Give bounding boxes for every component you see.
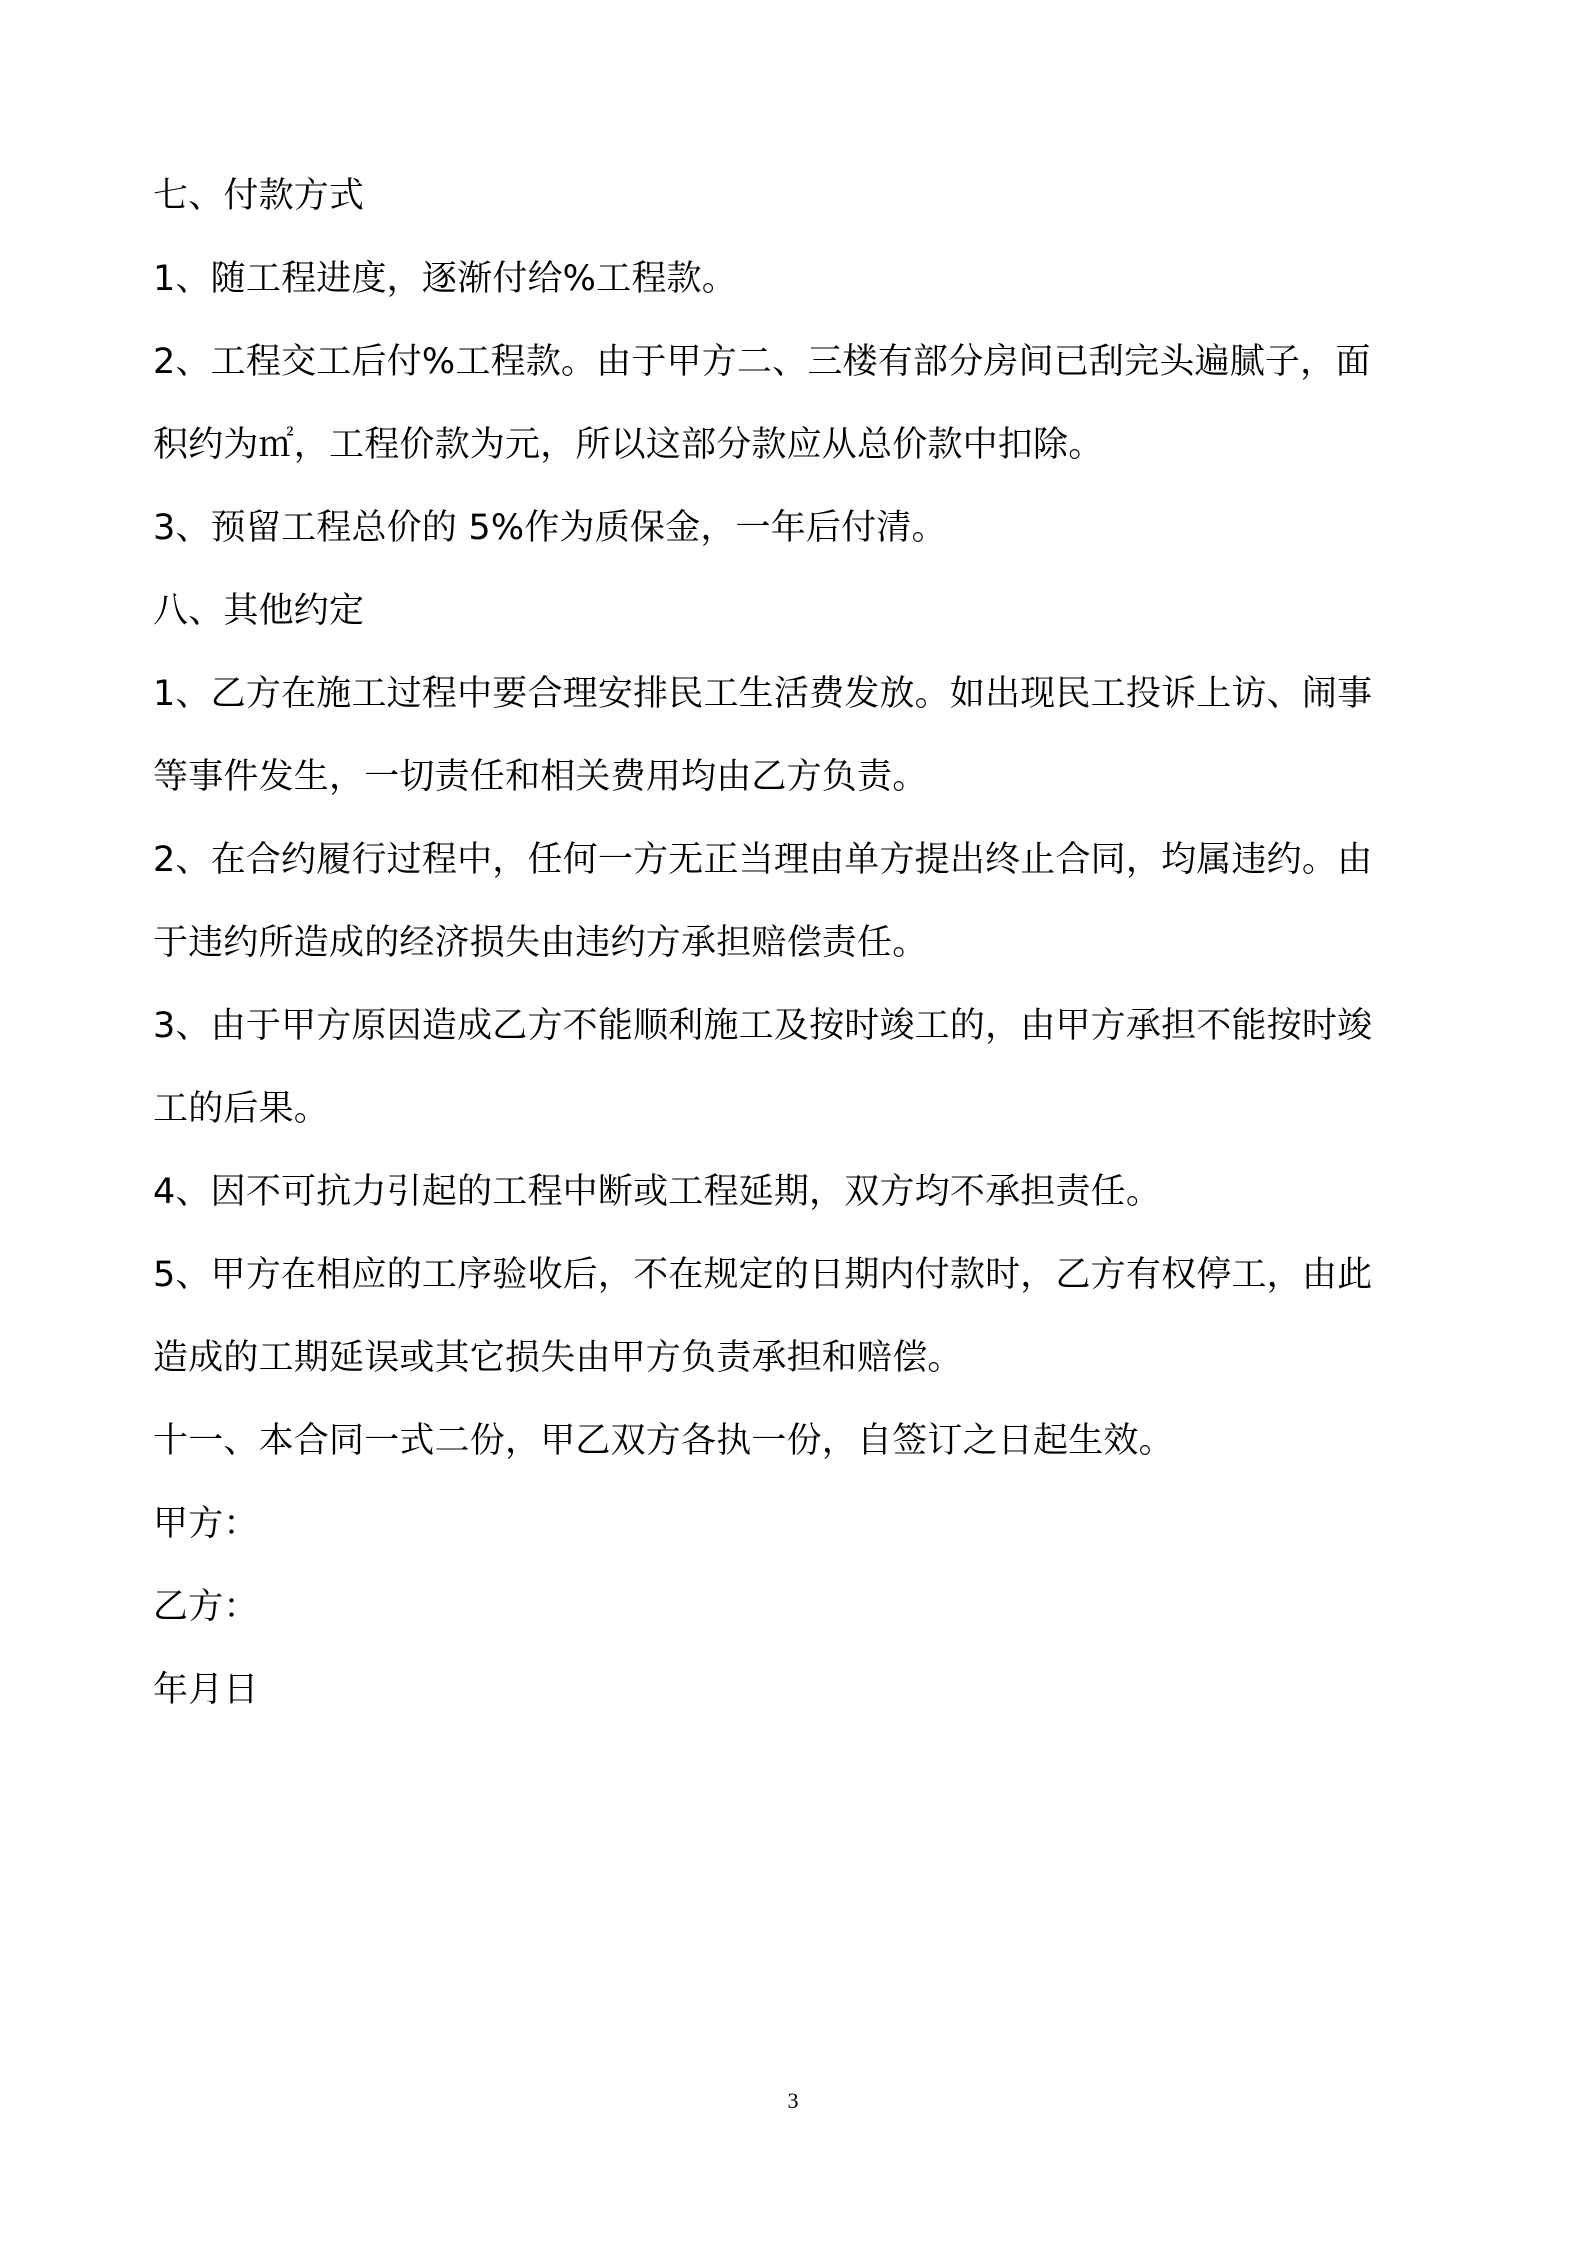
party-b-signature-line: 乙方： [153, 1587, 259, 1627]
date-line: 年月日 [153, 1670, 259, 1710]
payment-clause-3: 3、预留工程总价的 5%作为质保金，一年后付清。 [153, 508, 947, 548]
section-heading-payment: 七、付款方式 [153, 176, 365, 216]
contract-copies-clause: 十一、本合同一式二份，甲乙双方各执一份，自签订之日起生效。 [153, 1421, 1174, 1461]
payment-clause-1: 1、随工程进度，逐渐付给%工程款。 [153, 259, 737, 299]
other-clause-3: 3、由于甲方原因造成乙方不能顺利施工及按时竣工的，由甲方承担不能按时竣 [153, 1006, 1373, 1046]
other-clause-2-continued: 于违约所造成的经济损失由违约方承担赔偿责任。 [153, 923, 928, 963]
other-clause-1-continued: 等事件发生，一切责任和相关费用均由乙方负责。 [153, 757, 928, 797]
other-clause-4: 4、因不可抗力引起的工程中断或工程延期，双方均不承担责任。 [153, 1172, 1162, 1212]
page-number: 3 [787, 2088, 799, 2113]
other-clause-5-continued: 造成的工期延误或其它损失由甲方负责承担和赔偿。 [153, 1338, 963, 1378]
other-clause-5: 5、甲方在相应的工序验收后，不在规定的日期内付款时，乙方有权停工，由此 [153, 1255, 1373, 1295]
other-clause-3-continued: 工的后果。 [153, 1089, 330, 1129]
other-clause-2: 2、在合约履行过程中，任何一方无正当理由单方提出终止合同，均属违约。由 [153, 840, 1373, 880]
payment-clause-2: 2、工程交工后付%工程款。由于甲方二、三楼有部分房间已刮完头遍腻子，面 [153, 342, 1371, 382]
payment-clause-2-continued: 积约为㎡，工程价款为元，所以这部分款应从总价款中扣除。 [153, 425, 1104, 465]
party-a-signature-line: 甲方： [153, 1504, 259, 1544]
section-heading-other-terms: 八、其他约定 [153, 591, 365, 631]
other-clause-1: 1、乙方在施工过程中要合理安排民工生活费发放。如出现民工投诉上访、闹事 [153, 674, 1373, 714]
contract-body [153, 155, 1443, 1732]
